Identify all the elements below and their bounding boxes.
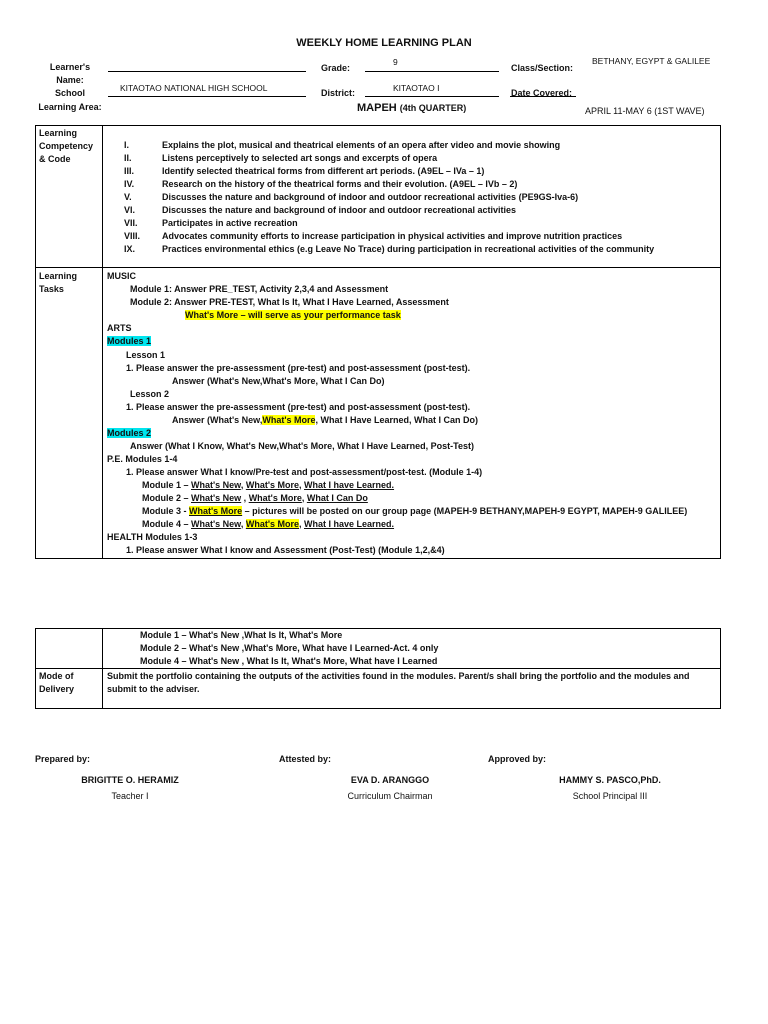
pe-module-1 xyxy=(142,480,394,490)
pe-m2-c: , xyxy=(241,493,249,503)
lesson-1-answer: Answer (What's New,What's More, What I Can Do) xyxy=(172,376,385,386)
competency-item-number: V. xyxy=(124,192,132,202)
continuation-row-divider xyxy=(35,668,721,669)
delivery-label: Mode of Delivery xyxy=(39,671,75,694)
grade-line xyxy=(365,71,499,72)
tasks-label: Learning Tasks xyxy=(39,271,78,294)
competency-item xyxy=(124,205,516,215)
pe-m3-c: – pictures will be posted on our group page (MAPEH-9 BETHANY,MAPEH-9 EGYPT, MAPEH-9 GALILEE) xyxy=(242,506,688,516)
pe-m1-c: , xyxy=(240,480,246,490)
prepared-by-name: BRIGITTE O. HERAMIZ xyxy=(81,775,179,785)
learner-label: Learner's Name: xyxy=(49,62,91,85)
competency-item xyxy=(124,179,517,189)
competency-item-text: Identify selected theatrical forms from different art periods. (A9EL – IVa – 1) xyxy=(162,166,485,176)
competency-item-text: Research on the history of the theatrical forms and their evolution. (A9EL – IVb – 2) xyxy=(162,179,518,189)
lesson-2-item: 1. Please answer the pre-assessment (pre-test) and post-assessment (post-test). xyxy=(126,402,471,412)
competency-item-number: IX. xyxy=(124,244,136,254)
school-value: KITAOTAO NATIONAL HIGH SCHOOL xyxy=(120,83,268,93)
main-table-row-divider xyxy=(35,267,721,268)
lesson-2: Lesson 2 xyxy=(130,389,170,399)
pe-m4-d: What's More xyxy=(245,519,299,529)
pe-m4-b: What's New xyxy=(191,519,241,529)
competency-item-number: VIII. xyxy=(124,231,141,241)
competency-item-number: II. xyxy=(124,153,132,163)
pe-m1-b: What's New xyxy=(191,480,241,490)
date-covered-line xyxy=(510,96,576,97)
attested-by-label: Attested by: xyxy=(279,754,332,764)
prepared-by-label: Prepared by: xyxy=(35,754,91,764)
lesson-1-item: 1. Please answer the pre-assessment (pre-test) and post-assessment (post-test). xyxy=(126,363,471,373)
music-module-2: Module 2: Answer PRE-TEST, What Is It, What I Have Learned, Assessment xyxy=(130,297,449,307)
competency-item xyxy=(124,192,578,202)
main-table-divider xyxy=(102,125,103,559)
competency-item xyxy=(124,218,298,228)
pe-m4-c: , xyxy=(240,519,246,529)
pe-item: 1. Please answer What I know/Pre-test and post-assessment/post-test. (Module 1-4) xyxy=(126,467,483,477)
arts-modules-2: Modules 2 xyxy=(107,428,152,438)
competency-item-number: I. xyxy=(124,140,130,150)
competency-item-text: Advocates community efforts to increase participation in physical activities and improve nutrition practices xyxy=(162,231,623,241)
competency-item-text: Practices environmental ethics (e.g Leave No Trace) during participation in recreational activities of the community xyxy=(162,244,655,254)
competency-item-text: Participates in active recreation xyxy=(162,218,298,228)
school-label: School xyxy=(54,88,85,98)
pe-module-2 xyxy=(142,493,368,503)
pe-module-4 xyxy=(142,519,394,529)
lesson-2-answer-b: , What I Have Learned, What I Can Do) xyxy=(315,415,479,425)
lesson-2-answer-highlight: What's More xyxy=(262,415,316,425)
pe-m1-e: , xyxy=(299,480,305,490)
competency-item-text: Discusses the nature and background of indoor and outdoor recreational activities (PE9GS-Iva-6) xyxy=(162,192,579,202)
pe-m4-a: Module 4 – xyxy=(142,519,192,529)
competency-item-text: Discusses the nature and background of indoor and outdoor recreational activities xyxy=(162,205,517,215)
competency-item-number: III. xyxy=(124,166,135,176)
arts-modules-1: Modules 1 xyxy=(107,336,152,346)
competency-item-text: Explains the plot, musical and theatrical elements of an opera after video and movie showing xyxy=(162,140,561,150)
date-covered-value: APRIL 11-MAY 6 (1ST WAVE) xyxy=(585,106,705,116)
delivery-text: Submit the portfolio containing the outputs of the activities found in the modules. Parent/s shall bring the portfolio and the modules and submit to the adviser. xyxy=(107,671,690,694)
music-performance-task: What's More – will serve as your performance task xyxy=(185,310,401,320)
district-value: KITAOTAO I xyxy=(393,83,440,93)
pe-m1-d: What's More xyxy=(245,480,299,490)
attested-by-name: EVA D. ARANGGO xyxy=(350,775,430,785)
lesson-1: Lesson 1 xyxy=(126,350,166,360)
learning-area-label: Learning Area: xyxy=(38,102,102,112)
competency-item xyxy=(124,140,560,150)
pe-module-3 xyxy=(142,506,687,516)
quarter-label: (4th QUARTER) xyxy=(399,103,467,113)
learner-name-line xyxy=(108,71,306,72)
pe-m2-b: What's New xyxy=(191,493,242,503)
pe-m4-f: What I have Learned. xyxy=(304,519,395,529)
health-heading: HEALTH Modules 1-3 xyxy=(107,532,198,542)
competency-item xyxy=(124,231,622,241)
lesson-2-answer-a: Answer (What's New, xyxy=(172,415,263,425)
pe-m4-e: , xyxy=(299,519,305,529)
competency-label: Learning Competency & Code xyxy=(39,128,94,164)
attested-by-title: Curriculum Chairman xyxy=(347,791,433,801)
approved-by-name: HAMMY S. PASCO,PhD. xyxy=(559,775,661,785)
school-line xyxy=(108,96,306,97)
class-section-label: Class/Section: xyxy=(511,63,574,73)
continuation-module-4: Module 4 – What's New , What Is It, What's More, What have I Learned xyxy=(140,656,438,666)
pe-m3-b: What's More xyxy=(189,506,243,516)
music-heading: MUSIC xyxy=(107,271,136,281)
district-line xyxy=(365,96,499,97)
date-covered-label: Date Covered: xyxy=(511,88,573,98)
grade-label: Grade: xyxy=(321,63,351,73)
music-module-1: Module 1: Answer PRE_TEST, Activity 2,3,4 and Assessment xyxy=(130,284,389,294)
pe-m3-a: Module 3 - xyxy=(142,506,189,516)
pe-m2-f: What I Can Do xyxy=(306,493,368,503)
continuation-module-2: Module 2 – What's New ,What's More, What have I Learned-Act. 4 only xyxy=(140,643,439,653)
continuation-module-1: Module 1 – What's New ,What Is It, What's More xyxy=(140,630,343,640)
subject-title xyxy=(357,102,466,114)
competency-item-text: Listens perceptively to selected art songs and excerpts of opera xyxy=(162,153,438,163)
competency-item xyxy=(124,244,654,254)
competency-item-number: VI. xyxy=(124,205,136,215)
subject-name: MAPEH xyxy=(357,102,397,114)
competency-item-number: IV. xyxy=(124,179,135,189)
lesson-2-answer xyxy=(172,415,478,425)
arts-heading: ARTS xyxy=(107,323,132,333)
page-title: WEEKLY HOME LEARNING PLAN xyxy=(296,37,472,49)
competency-item xyxy=(124,153,437,163)
class-section-value: BETHANY, EGYPT & GALILEE xyxy=(592,56,711,66)
pe-m1-a: Module 1 – xyxy=(142,480,192,490)
approved-by-title: School Principal III xyxy=(572,791,648,801)
prepared-by-title: Teacher I xyxy=(111,791,149,801)
competency-item xyxy=(124,166,484,176)
pe-m2-e: , xyxy=(301,493,307,503)
modules-2-answer: Answer (What I Know, What's New,What's More, What I Have Learned, Post-Test) xyxy=(130,441,474,451)
grade-value: 9 xyxy=(393,57,398,67)
health-item: 1. Please answer What I know and Assessment (Post-Test) (Module 1,2,&4) xyxy=(126,545,445,555)
pe-heading: P.E. Modules 1-4 xyxy=(107,454,178,464)
pe-m1-f: What I have Learned. xyxy=(304,480,395,490)
pe-m2-d: What's More xyxy=(248,493,302,503)
pe-m2-a: Module 2 – xyxy=(142,493,192,503)
approved-by-label: Approved by: xyxy=(488,754,547,764)
competency-item-number: VII. xyxy=(124,218,138,228)
district-label: District: xyxy=(321,88,356,98)
